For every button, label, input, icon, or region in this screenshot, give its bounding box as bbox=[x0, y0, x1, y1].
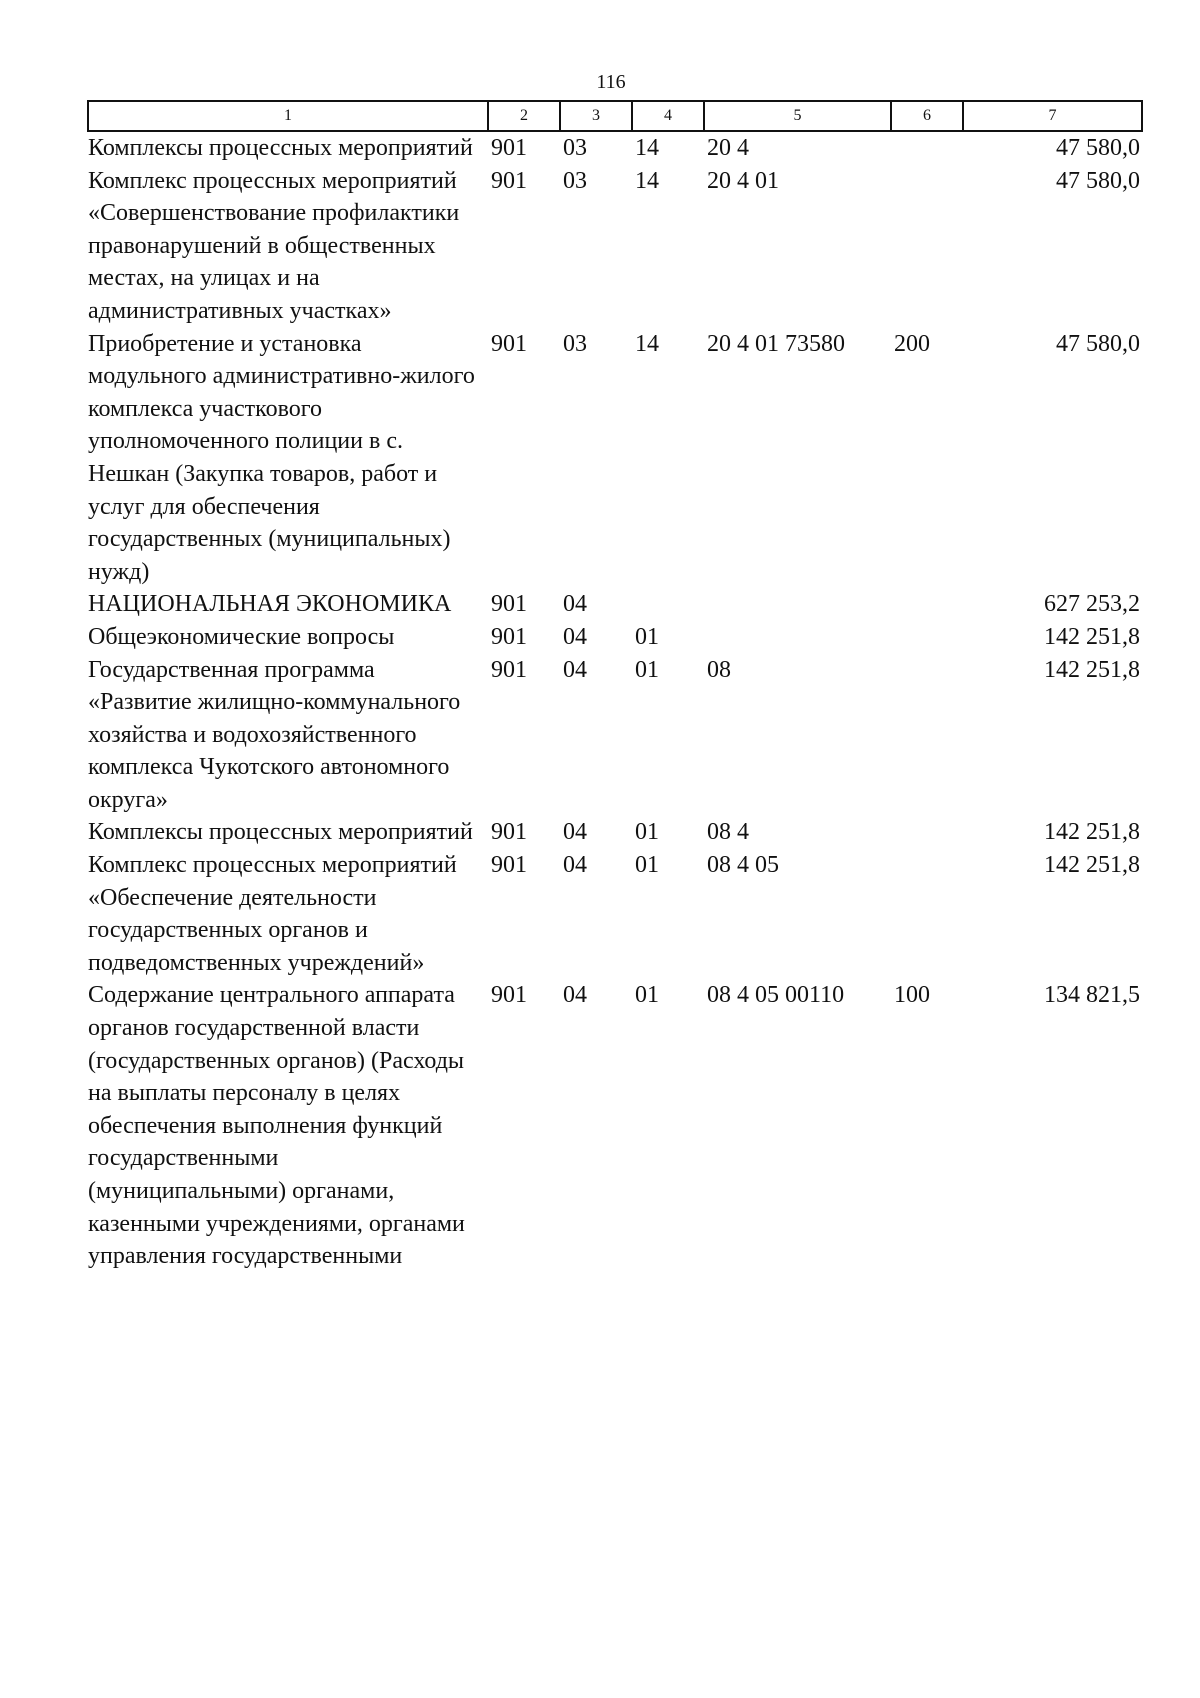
table-row bbox=[88, 816, 1142, 849]
row-col-6 bbox=[891, 621, 963, 654]
row-col-4: 01 bbox=[635, 623, 659, 650]
row-col-3: 04 bbox=[563, 819, 587, 846]
row-amount: 142 251,8 bbox=[1044, 623, 1140, 650]
row-name: Комплекс процессных мероприятий «Совершенствование профилактики правонарушений в общественных местах, на улицах и на административных участках» bbox=[88, 167, 460, 324]
row-col-6 bbox=[891, 588, 963, 621]
table-row bbox=[88, 654, 1142, 817]
row-col-5: 20 4 01 bbox=[707, 167, 779, 194]
table-row bbox=[88, 165, 1142, 328]
row-col-6: 100 bbox=[894, 982, 930, 1009]
row-col-5: 08 4 bbox=[707, 819, 749, 846]
row-name: Комплексы процессных мероприятий bbox=[88, 819, 473, 846]
table-row bbox=[88, 328, 1142, 589]
row-col-2: 901 bbox=[491, 167, 527, 194]
header-col-1: 1 bbox=[88, 101, 488, 131]
row-amount: 142 251,8 bbox=[1044, 852, 1140, 879]
row-col-6 bbox=[891, 849, 963, 979]
header-col-4: 4 bbox=[632, 101, 704, 131]
row-col-3: 03 bbox=[563, 135, 587, 161]
row-name: Общеэкономические вопросы bbox=[88, 623, 395, 650]
row-amount: 47 580,0 bbox=[1056, 135, 1140, 161]
row-col-4: 14 bbox=[635, 330, 659, 357]
row-col-4: 14 bbox=[635, 135, 659, 161]
header-col-7: 7 bbox=[963, 101, 1142, 131]
row-col-5: 20 4 01 73580 bbox=[707, 330, 845, 357]
row-col-6: 200 bbox=[894, 330, 930, 357]
table-row bbox=[88, 131, 1142, 165]
header-col-3: 3 bbox=[560, 101, 632, 131]
row-col-3: 04 bbox=[563, 591, 587, 618]
row-col-2: 901 bbox=[491, 135, 527, 161]
row-col-5: 08 bbox=[707, 656, 731, 683]
row-amount: 134 821,5 bbox=[1044, 982, 1140, 1009]
row-amount: 142 251,8 bbox=[1044, 819, 1140, 846]
row-col-2: 901 bbox=[491, 656, 527, 683]
row-col-5 bbox=[704, 588, 891, 621]
row-col-6 bbox=[891, 131, 963, 165]
table-header bbox=[88, 101, 1142, 131]
row-amount: 47 580,0 bbox=[1056, 330, 1140, 357]
row-col-3: 03 bbox=[563, 330, 587, 357]
budget-table bbox=[87, 100, 1143, 1273]
row-col-5: 20 4 bbox=[707, 135, 749, 161]
row-col-2: 901 bbox=[491, 591, 527, 618]
row-col-2: 901 bbox=[491, 852, 527, 879]
table-row bbox=[88, 621, 1142, 654]
row-col-2: 901 bbox=[491, 982, 527, 1009]
row-name: Приобретение и установка модульного административно-жилого комплекса участкового уполномоченного полиции в с. Нешкан (Закупка товаров, работ и услуг для обеспечения государственных (муниципальных) нужд) bbox=[88, 330, 475, 585]
row-col-4: 01 bbox=[635, 819, 659, 846]
header-col-2: 2 bbox=[488, 101, 560, 131]
table-body bbox=[88, 131, 1142, 1273]
row-col-4: 14 bbox=[635, 167, 659, 194]
row-col-5: 08 4 05 bbox=[707, 852, 779, 879]
row-col-4 bbox=[632, 588, 704, 621]
row-col-2: 901 bbox=[491, 819, 527, 846]
row-name: Государственная программа «Развитие жилищно-коммунального хозяйства и водохозяйственного комплекса Чукотского автономного округа» bbox=[88, 656, 461, 813]
row-col-6 bbox=[891, 654, 963, 817]
header-col-6: 6 bbox=[891, 101, 963, 131]
row-name: Комплексы процессных мероприятий bbox=[88, 135, 473, 161]
row-col-3: 04 bbox=[563, 656, 587, 683]
row-amount: 47 580,0 bbox=[1056, 167, 1140, 194]
row-col-3: 03 bbox=[563, 167, 587, 194]
row-amount: 627 253,2 bbox=[1044, 591, 1140, 618]
row-col-6 bbox=[891, 816, 963, 849]
row-name: Комплекс процессных мероприятий «Обеспечение деятельности государственных органов и подведомственных учреждений» bbox=[88, 852, 457, 976]
row-col-5: 08 4 05 00110 bbox=[707, 982, 845, 1009]
header-row bbox=[88, 101, 1142, 131]
row-col-2: 901 bbox=[491, 623, 527, 650]
table-row bbox=[88, 588, 1142, 621]
header-col-5: 5 bbox=[704, 101, 891, 131]
row-col-4: 01 bbox=[635, 852, 659, 879]
row-name: Содержание центрального аппарата органов государственной власти (государственных органов) (Расходы на выплаты персоналу в целях обеспечения выполнения функций государственными (муниципальными) органами, казенными учреждениями, органами управления государственными bbox=[88, 982, 465, 1270]
row-name: НАЦИОНАЛЬНАЯ ЭКОНОМИКА bbox=[88, 591, 452, 618]
table-row bbox=[88, 849, 1142, 979]
row-col-4: 01 bbox=[635, 656, 659, 683]
row-col-3: 04 bbox=[563, 852, 587, 879]
row-col-3: 04 bbox=[563, 623, 587, 650]
row-col-6 bbox=[891, 165, 963, 328]
row-col-4: 01 bbox=[635, 982, 659, 1009]
row-col-3: 04 bbox=[563, 982, 587, 1009]
row-col-5 bbox=[704, 621, 891, 654]
row-col-2: 901 bbox=[491, 330, 527, 357]
page-number: 116 bbox=[596, 71, 626, 93]
row-amount: 142 251,8 bbox=[1044, 656, 1140, 683]
table-row bbox=[88, 979, 1142, 1272]
